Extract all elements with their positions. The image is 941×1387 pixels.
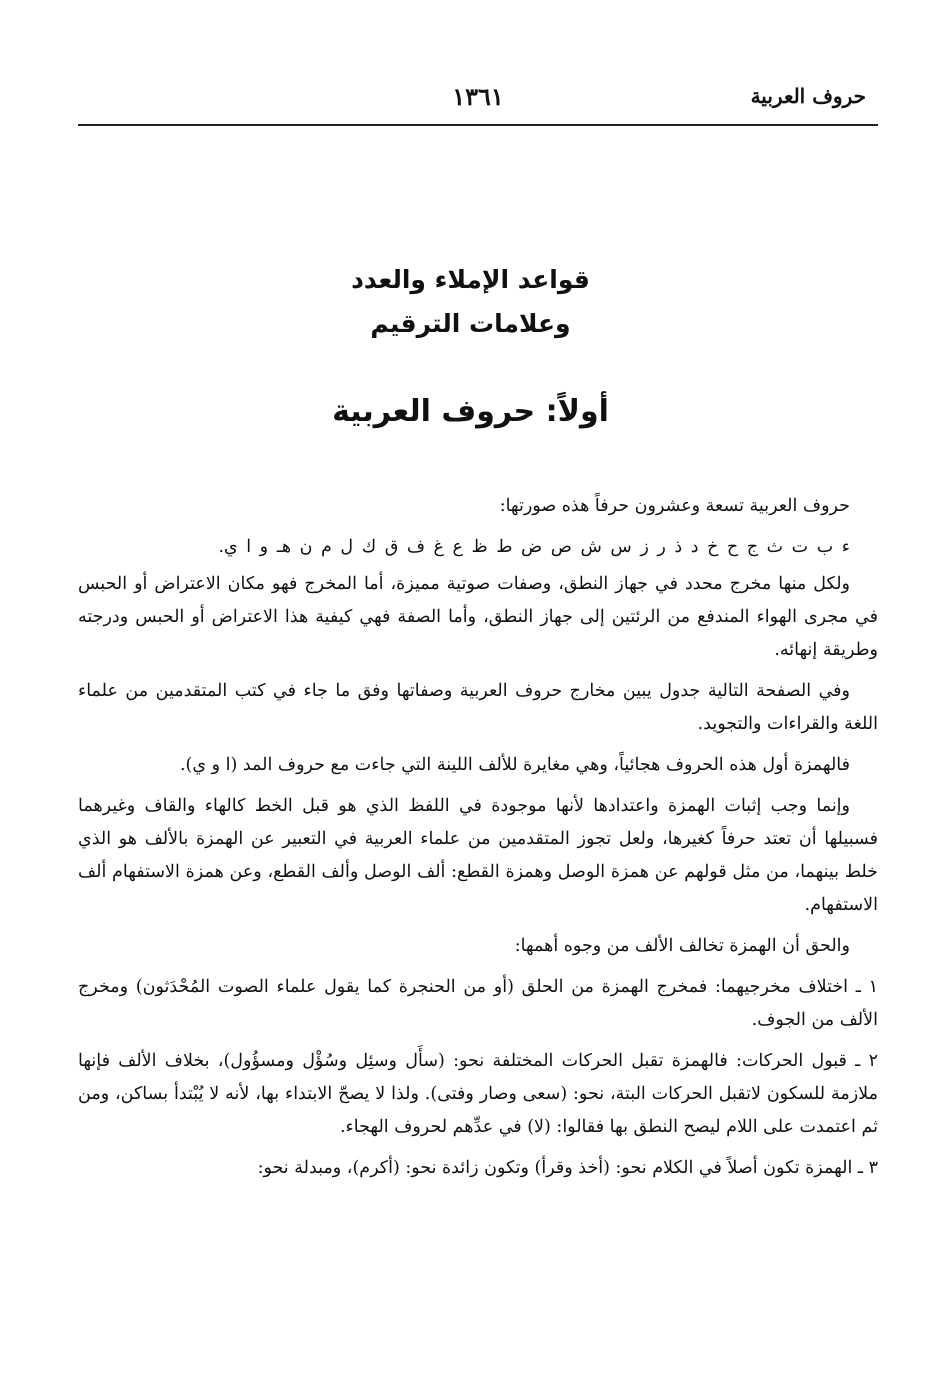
section-title: أولاً: حروف العربية [332, 394, 609, 429]
paragraph-hamza-first: فالهمزة أول هذه الحروف هجائياً، وهي مغايرة للألف اللينة التي جاءت مع حروف المد (ا و ي). [179, 755, 850, 775]
paragraph-table-note: وفي الصفحة التالية جدول يبين مخارج حروف العربية وصفاتها وفق ما جاء في كتب المتقدمين من علماء اللغة والقراءات والتجويد. [78, 681, 878, 734]
paragraph-alphabet: ء ب ت ث ج ح خ د ذ ر ز س ش ص ض ط ظ ع غ ف ق ك ل م ن هـ و ا ي. [218, 537, 850, 557]
list-item-2: ٢ ـ قبول الحركات: فالهمزة تقبل الحركات المختلفة نحو: (سأَل وسئِل وسُؤْل ومسؤُول)، بخلاف الألف فإنها ملازمة للسكون لاتقبل الحركات البتة، نحو: (سعى وصار وفتى). ولذا لا يصحّ الابتداء بها، لأنه لا يُبْتدأ بساكن، ومن ثم اعتمدت على اللام ليصح النطق بها فقالوا: (لا) في عدِّهم لحروف الهجاء. [78, 1051, 878, 1137]
paragraph-differences-intro: والحق أن الهمزة تخالف الألف من وجوه أهمها: [514, 936, 850, 956]
paragraph-intro: حروف العربية تسعة وعشرون حرفاً هذه صورتها: [499, 496, 850, 516]
chapter-title-line-1: قواعد الإملاء والعدد [351, 265, 590, 294]
chapter-title [0, 258, 941, 346]
page-number: ١٣٦١ [452, 82, 504, 111]
list-item-1: ١ ـ اختلاف مخرجيهما: فمخرج الهمزة من الحلق (أو من الحنجرة كما يقول علماء الصوت المُحْدَثون) ومخرج الألف من الجوف. [78, 977, 878, 1030]
paragraph-makhraj: ولكل منها مخرج محدد في جهاز النطق، وصفات صوتية مميزة، أما المخرج فهو مكان الاعتراض أو الحبس في مجرى الهواء المندفع من الرئتين إلى جهاز النطق، وأما الصفة فهي كيفية هذا الاعتراض أو الحبس ودرجته وطريقة إنهائه. [78, 574, 878, 660]
running-header [78, 82, 878, 126]
running-header-title: حروف العربية [750, 84, 866, 108]
body-text [78, 490, 878, 1193]
list-item-3: ٣ ـ الهمزة تكون أصلاً في الكلام نحو: (أخذ وقرأ) وتكون زائدة نحو: (أكرم)، ومبدلة نحو: [257, 1158, 878, 1178]
chapter-title-line-2: وعلامات الترقيم [370, 309, 571, 338]
paragraph-hamza-proof: وإنما وجب إثبات الهمزة واعتدادها لأنها موجودة في اللفظ الذي هو قبل الخط كالهاء والقاف وغيرهما فسبيلها أن تعتد حرفاً كغيرها، ولعل تجوز المتقدمين من علماء العربية في التعبير عن الهمزة بالألف هو الذي خلط بينهما، من مثل قولهم عن همزة الوصل وهمزة القطع: ألف الوصل وألف القطع، وعن همزة الاستفهام ألف الاستفهام. [78, 796, 878, 915]
